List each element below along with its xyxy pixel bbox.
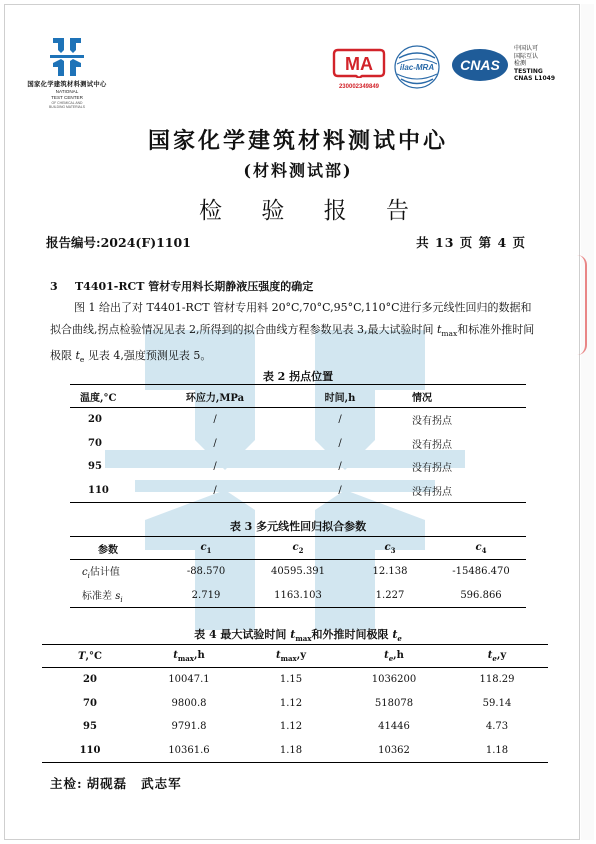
e-subscript: e (79, 355, 85, 365)
subscript: e (388, 653, 394, 663)
inflection-table (70, 384, 526, 503)
cnas-line: CNAS L1049 (514, 75, 556, 83)
t-symbol: t (436, 323, 442, 336)
column-header: 温度,°C (70, 385, 140, 408)
subscript: i (120, 595, 123, 604)
table-row (70, 560, 526, 584)
unit: ,°C (85, 650, 102, 662)
t-symbol: T (78, 650, 86, 662)
table-row (42, 692, 548, 716)
subscript: i (87, 572, 90, 581)
table-cell: 95 (88, 461, 102, 473)
table-cell: 10361.6 (138, 739, 240, 763)
table-cell: 1163.103 (252, 584, 344, 608)
t-symbol: t (487, 649, 493, 661)
unit: ,h (393, 649, 404, 661)
table-cell: / (213, 437, 217, 449)
t-symbol: t (384, 649, 389, 661)
table-cell: 没有拐点 (412, 416, 452, 428)
table-row (42, 715, 548, 739)
ilac-mra-icon (393, 44, 441, 90)
table-cell: 70 (83, 697, 97, 709)
table-cell: 没有拐点 (412, 463, 452, 475)
caption-text: 表 4 最大试验时间 (194, 628, 291, 641)
column-header (436, 537, 526, 560)
t-symbol: t (290, 628, 296, 641)
max-subscript: max (441, 329, 458, 339)
report-title: 检 验 报 告 (199, 198, 425, 224)
logo-org-cn: 国家化学建筑材料测试中心 (27, 81, 107, 88)
para-text: 图 1 给出了对 T4401-RCT 管材专用料 20°C,70°C,95°C,110°C进行多元线性回归的数据和拟合曲线,拐点检验情况见表 2,所得到的拟合曲线方程参数见表 3,最大试验时间 (50, 301, 532, 336)
column-header: 情况 (390, 385, 526, 408)
cnas-line: 检测 (514, 60, 527, 68)
table-cell: 110 (42, 739, 138, 763)
para-text: 和标准外推时间极限 (50, 323, 535, 363)
t-symbol: t (275, 649, 281, 661)
c-symbol: c (82, 567, 88, 579)
section-heading (50, 278, 313, 294)
nttc-logo-icon (50, 38, 84, 76)
table-cell: -15486.470 (452, 566, 510, 578)
table-cell: / (338, 414, 342, 426)
table-row (42, 739, 548, 763)
table-cell: 1.18 (240, 739, 342, 763)
cma-number: 230002349849 (338, 84, 380, 90)
table-row (70, 479, 526, 503)
cnas-logo-icon (450, 47, 510, 83)
logo-org-en-3: OF CHEMICAL AND (51, 100, 83, 105)
subscript: e (397, 634, 402, 644)
table-row (70, 408, 526, 432)
subscript: 1 (206, 545, 212, 555)
table-cell: 2.719 (160, 584, 252, 608)
table-cell: 10047.1 (168, 674, 210, 686)
table-cell: -88.570 (186, 566, 226, 578)
table-row (42, 668, 548, 692)
table-cell: / (140, 479, 290, 503)
c-symbol: c (384, 541, 391, 553)
org-title: 国家化学建筑材料测试中心 (147, 128, 448, 154)
column-header (160, 537, 252, 560)
table3-caption: 表 3 多元线性回归拟合参数 (229, 520, 367, 533)
inspector-label: 主检: (50, 776, 83, 791)
table-cell: 1.15 (279, 674, 303, 686)
t-symbol: t (392, 628, 398, 641)
table-cell: 1.12 (279, 721, 303, 733)
column-header (42, 645, 138, 668)
t-symbol: t (75, 349, 80, 363)
section-title: T4401-RCT 管材专用料长期静液压强度的确定 (75, 280, 314, 293)
row-label (70, 584, 160, 608)
inspector-name: 胡砚磊 (86, 776, 128, 791)
table-cell: 10362 (342, 739, 446, 763)
subscript: 2 (298, 545, 304, 555)
table-cell: / (338, 461, 342, 473)
para-text: 见表 4,强度预测见表 5。 (84, 349, 212, 363)
column-header: 时间,h (290, 385, 390, 408)
table-cell: 596.866 (436, 584, 526, 608)
unit: ,y (496, 649, 507, 661)
cnas-text: CNAS (460, 57, 500, 73)
center-logo (26, 38, 108, 109)
dept-subtitle: (材料测试部) (243, 161, 353, 180)
ilac-text: ilac-MRA (399, 63, 435, 72)
seal-fragment (577, 255, 587, 355)
cnas-line: 中国认可 (514, 45, 539, 52)
column-header: 环应力,MPa (140, 385, 290, 408)
c-symbol: c (200, 541, 207, 553)
table-cell: 40595.391 (270, 566, 326, 578)
table-cell: 41446 (378, 721, 410, 733)
subscript: max (295, 634, 312, 644)
table-cell: / (338, 437, 342, 449)
cma-mark (330, 48, 388, 90)
cnas-line: 国际互认 (514, 52, 539, 60)
logo-org-en-2: TEST CENTER (51, 95, 83, 101)
subscript: max (280, 653, 297, 663)
cnas-accreditation-text (514, 45, 555, 83)
table-cell: 59.14 (482, 697, 512, 709)
table4-caption (0, 626, 596, 643)
column-header (240, 645, 342, 668)
table-cell: / (213, 461, 217, 473)
table-cell: 9791.8 (171, 721, 207, 733)
logo-org-en-4: BUILDING MATERIALS (49, 104, 85, 109)
table-cell: 没有拐点 (390, 479, 526, 503)
c-symbol: c (475, 541, 482, 553)
column-header (446, 645, 548, 668)
c-symbol: c (292, 541, 299, 553)
table-row (70, 432, 526, 456)
row-label-text: 标准差 (82, 590, 116, 602)
table-cell: / (290, 479, 390, 503)
column-header (138, 645, 240, 668)
inspector-signature (50, 774, 196, 792)
subscript: max (177, 653, 194, 663)
unit: ,h (193, 649, 205, 661)
table-cell: 12.138 (372, 566, 408, 578)
table-cell: 1.18 (446, 739, 548, 763)
cma-logo-icon (332, 48, 386, 78)
section-paragraph (50, 297, 536, 371)
t-symbol: t (173, 649, 178, 661)
caption-text: 和外推时间极限 (311, 628, 393, 641)
subscript: e (492, 653, 497, 663)
table-cell: 9800.8 (171, 697, 207, 709)
table-cell: 95 (83, 721, 97, 733)
subscript: 4 (481, 545, 487, 555)
logo-org-en-1: NATIONAL (55, 89, 79, 94)
table-cell: 1.12 (279, 697, 303, 709)
page-count: 共 13 页 第 4 页 (416, 235, 526, 250)
column-header: 参数 (70, 537, 160, 560)
table-cell: 70 (88, 437, 102, 449)
table-cell: 110 (70, 479, 140, 503)
table-cell: / (213, 414, 217, 426)
cnas-line: TESTING (514, 67, 543, 75)
table-cell: 1036200 (371, 674, 417, 686)
column-header (344, 537, 436, 560)
inspector-name: 武志军 (141, 776, 182, 791)
row-label-text: 估计值 (89, 567, 120, 579)
table-cell: 20 (88, 414, 102, 426)
table-cell: 没有拐点 (412, 439, 452, 451)
table-cell: 4.73 (485, 721, 509, 733)
report-number: 报告编号:2024(F)1101 (46, 235, 191, 250)
column-header (342, 645, 446, 668)
table-cell: 518078 (374, 697, 414, 709)
table-cell: 1.227 (344, 584, 436, 608)
table-row (70, 584, 526, 608)
table-cell: 20 (83, 674, 97, 686)
regression-table (70, 536, 526, 608)
table-row (70, 455, 526, 479)
section-number: 3 (50, 280, 58, 293)
extrapolation-table (42, 644, 548, 763)
table-cell: 118.29 (479, 674, 515, 686)
row-label (70, 560, 160, 584)
subscript: 3 (390, 545, 396, 555)
column-header (252, 537, 344, 560)
s-symbol: s (115, 590, 121, 602)
cma-text: MA (345, 54, 373, 74)
unit: ,y (296, 649, 307, 661)
table2-caption: 表 2 拐点位置 (262, 370, 334, 383)
